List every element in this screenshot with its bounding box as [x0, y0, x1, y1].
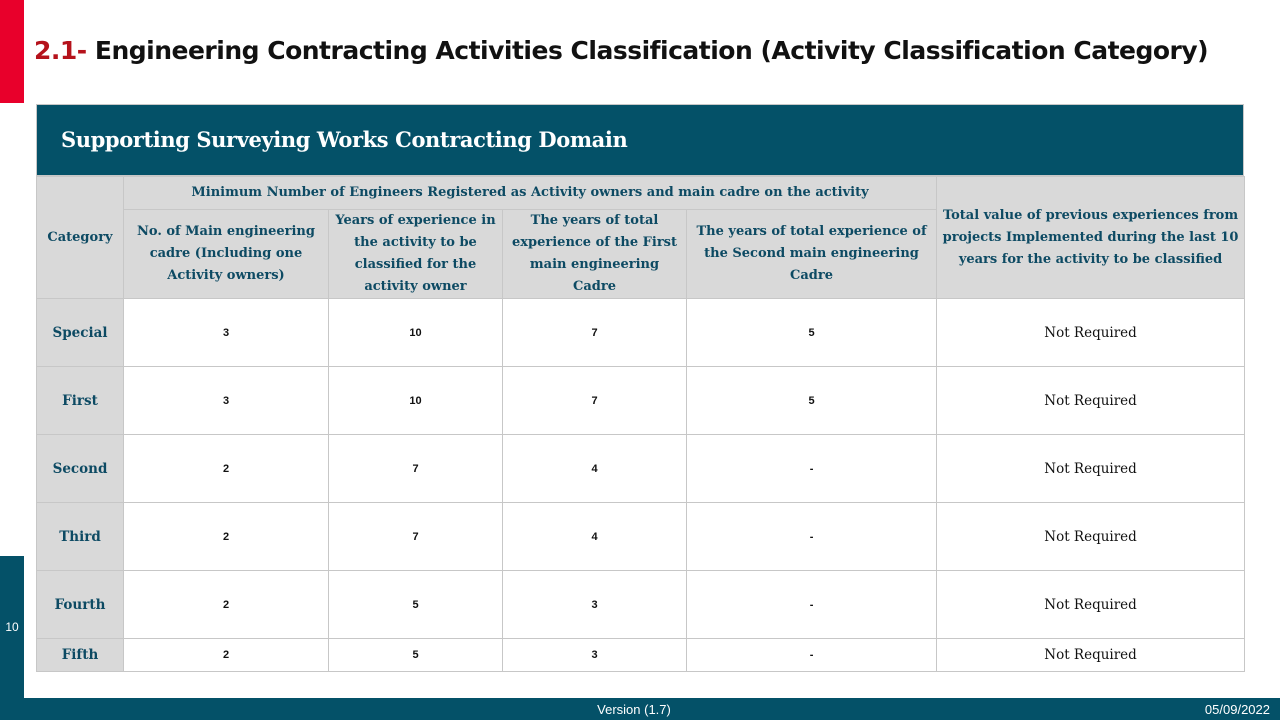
cell-years-first: 4	[503, 435, 687, 503]
row-category: First	[37, 367, 124, 435]
cell-years-second: -	[687, 503, 937, 571]
cell-total-value: Not Required	[937, 367, 1245, 435]
row-category: Fifth	[37, 639, 124, 672]
cell-years-owner: 7	[329, 503, 503, 571]
cell-total-value: Not Required	[937, 435, 1245, 503]
cell-years-owner: 5	[329, 639, 503, 672]
header-total-value: Total value of previous experiences from projects Implemented during the last 10 years for the activity to be classified	[937, 177, 1245, 299]
cell-years-second: -	[687, 435, 937, 503]
cell-total-value: Not Required	[937, 639, 1245, 672]
row-category: Second	[37, 435, 124, 503]
footer-date: 05/09/2022	[1204, 702, 1270, 717]
cell-years-second: -	[687, 571, 937, 639]
cell-main-cadre: 2	[124, 503, 329, 571]
page-number: 10	[5, 620, 19, 634]
table-row	[37, 639, 1245, 672]
table-row	[37, 367, 1245, 435]
title-text: Engineering Contracting Activities Classification (Activity Classification Category)	[86, 36, 1209, 65]
cell-years-first: 7	[503, 367, 687, 435]
domain-header	[36, 104, 1244, 176]
cell-main-cadre: 2	[124, 435, 329, 503]
cell-years-first: 4	[503, 503, 687, 571]
cell-years-owner: 10	[329, 367, 503, 435]
cell-main-cadre: 3	[124, 299, 329, 367]
cell-years-owner: 10	[329, 299, 503, 367]
table-row	[37, 435, 1245, 503]
domain-title: Supporting Surveying Works Contracting Domain	[61, 127, 628, 152]
cell-years-second: -	[687, 639, 937, 672]
footer-version: Version (1.7)	[597, 702, 671, 717]
row-category: Special	[37, 299, 124, 367]
cell-main-cadre: 3	[124, 367, 329, 435]
accent-bar-top	[0, 0, 24, 103]
cell-total-value: Not Required	[937, 503, 1245, 571]
table-row	[37, 299, 1245, 367]
header-main-cadre: No. of Main engineering cadre (Including one Activity owners)	[124, 210, 329, 299]
requirements-grid	[36, 176, 1245, 672]
cell-years-first: 7	[503, 299, 687, 367]
title-number: 2.1-	[34, 36, 87, 65]
header-years-owner: Years of experience in the activity to be classified for the activity owner	[329, 210, 503, 299]
cell-years-second: 5	[687, 299, 937, 367]
accent-bar-side	[0, 556, 24, 720]
table-row	[37, 571, 1245, 639]
page-title	[34, 36, 1208, 65]
cell-years-owner: 7	[329, 435, 503, 503]
header-category: Category	[37, 177, 124, 299]
cell-total-value: Not Required	[937, 571, 1245, 639]
cell-total-value: Not Required	[937, 299, 1245, 367]
cell-years-first: 3	[503, 571, 687, 639]
cell-main-cadre: 2	[124, 639, 329, 672]
footer-bar	[0, 698, 1280, 720]
classification-table	[36, 104, 1244, 670]
cell-years-owner: 5	[329, 571, 503, 639]
header-years-first: The years of total experience of the First main engineering Cadre	[503, 210, 687, 299]
cell-years-first: 3	[503, 639, 687, 672]
row-category: Third	[37, 503, 124, 571]
cell-years-second: 5	[687, 367, 937, 435]
header-group: Minimum Number of Engineers Registered as Activity owners and main cadre on the activity	[124, 177, 937, 210]
row-category: Fourth	[37, 571, 124, 639]
cell-main-cadre: 2	[124, 571, 329, 639]
header-years-second: The years of total experience of the Second main engineering Cadre	[687, 210, 937, 299]
table-row	[37, 503, 1245, 571]
